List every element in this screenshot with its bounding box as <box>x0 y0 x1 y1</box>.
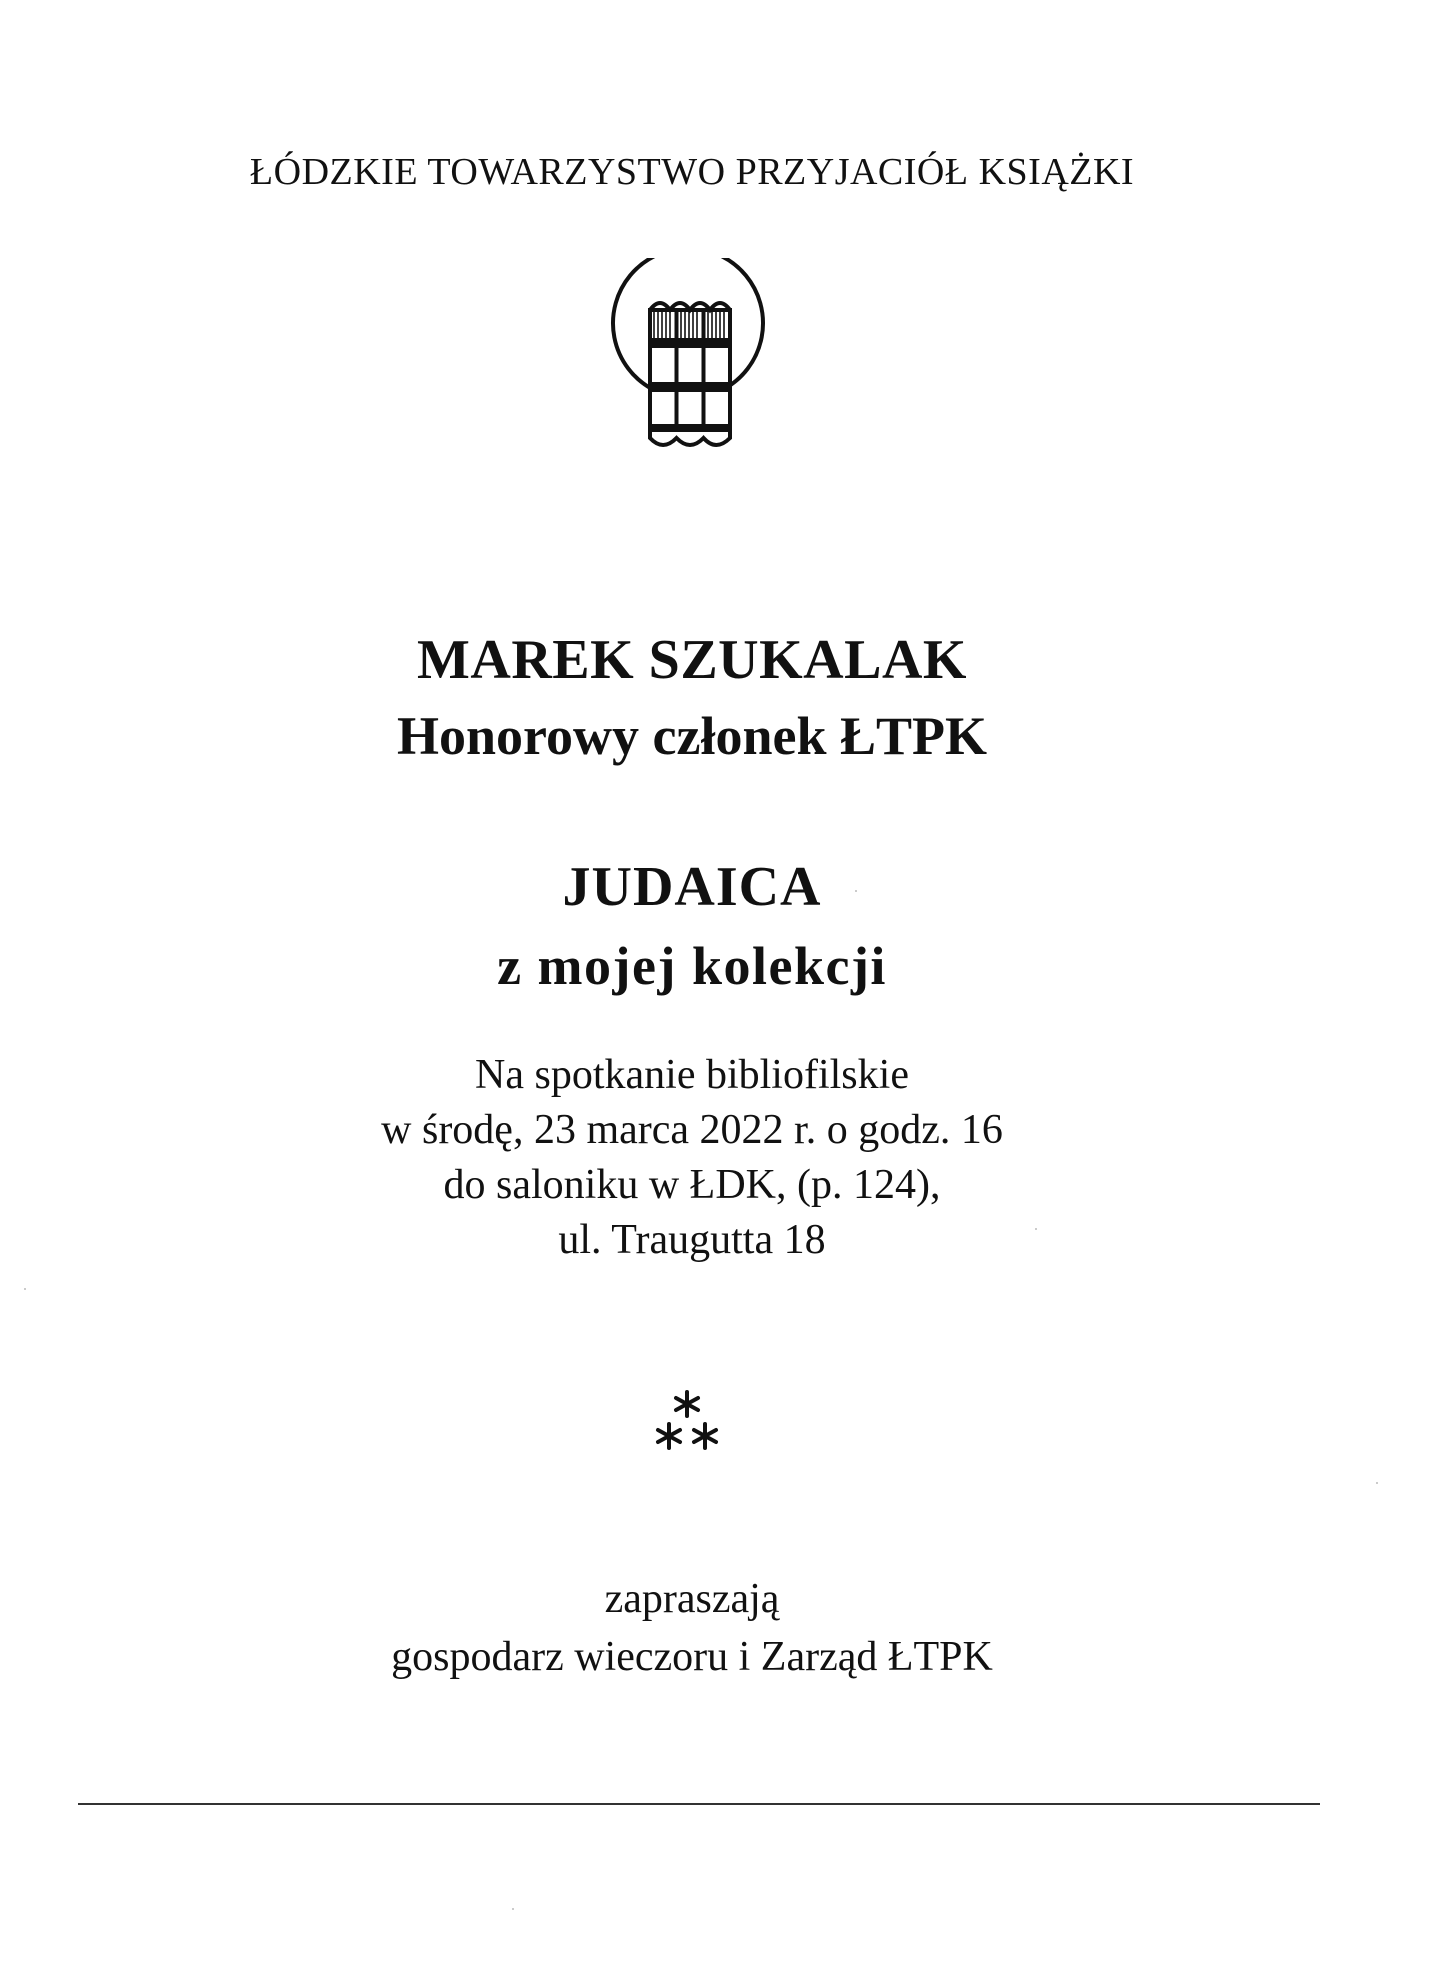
society-name: ŁÓDZKIE TOWARZYSTWO PRZYJACIÓŁ KSIĄŻKI <box>249 151 1135 193</box>
honoree-name: MAREK SZUKALAK <box>417 629 967 691</box>
details-line: w środę, 23 marca 2022 r. o godz. 16 <box>381 1107 1003 1153</box>
bottom-divider <box>78 1803 1320 1805</box>
books-circle-logo-icon <box>608 258 768 468</box>
paper-speck <box>1376 1482 1378 1484</box>
event-subtitle: z mojej kolekcji <box>497 936 887 996</box>
details-line: do saloniku w ŁDK, (p. 124), <box>443 1162 941 1208</box>
honorary-member-title: Honorowy członek ŁTPK <box>396 706 988 766</box>
invite-line: zapraszają <box>604 1576 780 1622</box>
details-line: ul. Traugutta 18 <box>558 1217 826 1263</box>
event-details <box>0 1048 1384 1268</box>
paper-speck <box>1035 1228 1037 1230</box>
paper-speck <box>512 1908 514 1910</box>
asterism-icon <box>655 1388 719 1454</box>
paper-speck <box>24 1288 26 1290</box>
invitation-signature <box>0 1570 1384 1686</box>
paper-speck <box>855 890 857 892</box>
invite-line: gospodarz wieczoru i Zarząd ŁTPK <box>391 1634 993 1680</box>
details-line: Na spotkanie bibliofilskie <box>475 1052 909 1098</box>
event-title: JUDAICA <box>562 856 822 918</box>
